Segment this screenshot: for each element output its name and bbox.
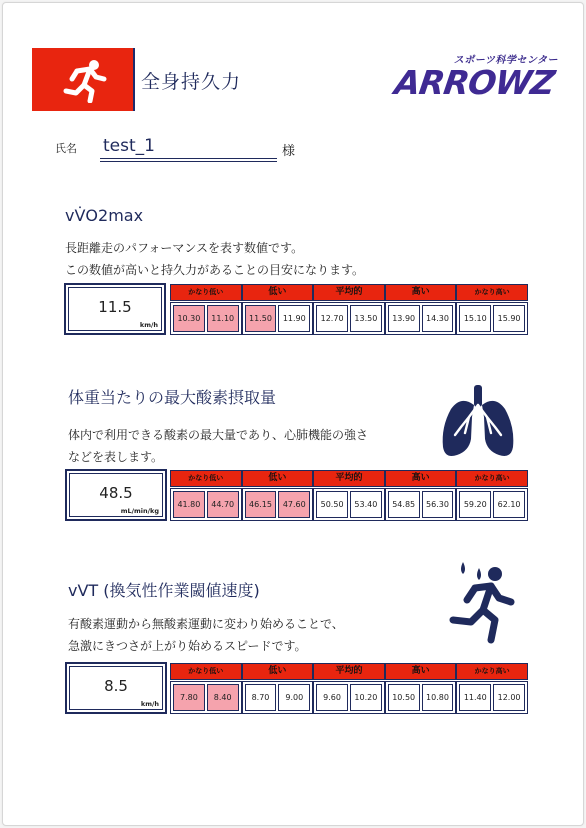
grade-value-cell: 9.00 <box>278 684 310 711</box>
header-icon-box <box>32 48 135 111</box>
report-page <box>2 2 584 826</box>
grade-value-pair <box>385 488 457 521</box>
grade-label: 高い <box>385 470 457 487</box>
section-title-vo2max: 体重当たりの最大酸素摂取量 <box>68 388 277 407</box>
result-value: 48.5 <box>99 484 133 502</box>
grade-value-cell: 46.15 <box>245 491 277 518</box>
grade-label: 低い <box>242 470 314 487</box>
logo-subtitle: スポーツ科学センター <box>453 55 558 66</box>
grade-value-cell: 13.50 <box>350 305 382 332</box>
grade-value-cell: 54.85 <box>388 491 420 518</box>
grade-value-pair <box>313 302 385 335</box>
grade-label: 低い <box>242 663 314 680</box>
grade-value-cell: 13.90 <box>388 305 420 332</box>
sweating-runner-icon <box>443 558 523 650</box>
grade-value-pair <box>170 681 242 714</box>
grade-value-cell: 50.50 <box>316 491 348 518</box>
grade-table-vvt <box>170 663 528 714</box>
section-description-vvt <box>68 613 344 657</box>
description-line: 有酸素運動から無酸素運動に変わり始めることで、 <box>68 617 344 631</box>
grade-value-pair <box>385 302 457 335</box>
grade-value-cell: 11.40 <box>459 684 491 711</box>
description-line: などを表します。 <box>68 450 164 464</box>
grade-value-cell: 47.60 <box>278 491 310 518</box>
result-value: 8.5 <box>104 677 128 695</box>
result-box-vvt <box>65 662 167 714</box>
lungs-icon <box>439 383 517 463</box>
grade-value-cell: 59.20 <box>459 491 491 518</box>
grade-table-vo2max <box>170 470 528 521</box>
grade-value-cell: 41.80 <box>173 491 205 518</box>
grade-header-row <box>170 284 528 301</box>
grade-label: 高い <box>385 284 457 301</box>
grade-label: かなり低い <box>170 663 242 680</box>
grade-value-row <box>170 302 528 335</box>
name-value: test_1 <box>103 136 155 156</box>
grade-value-cell: 9.60 <box>316 684 348 711</box>
section-description-vvo2max <box>65 237 364 281</box>
grade-value-cell: 11.10 <box>207 305 239 332</box>
description-line: 長距離走のパフォーマンスを表す数値です。 <box>65 241 304 255</box>
grade-header-row <box>170 470 528 487</box>
grade-label: 高い <box>385 663 457 680</box>
section-description-vo2max <box>68 424 368 468</box>
grade-value-pair <box>170 302 242 335</box>
grade-value-cell: 15.90 <box>493 305 525 332</box>
grade-value-row <box>170 488 528 521</box>
result-box-vvo2max <box>64 283 166 335</box>
grade-value-cell: 12.70 <box>316 305 348 332</box>
page-title: 全身持久力 <box>141 71 242 93</box>
grade-value-cell: 10.50 <box>388 684 420 711</box>
grade-label: かなり低い <box>170 470 242 487</box>
grade-value-pair <box>313 488 385 521</box>
description-line: 急激にきつさが上がり始めるスピードです。 <box>68 639 307 653</box>
grade-label: かなり高い <box>456 470 528 487</box>
description-line: この数値が高いと持久力があることの目安になります。 <box>65 263 365 277</box>
grade-value-pair <box>242 488 314 521</box>
name-underline <box>100 158 277 162</box>
grade-label: 低い <box>242 284 314 301</box>
result-unit: mL/min/kg <box>120 507 159 515</box>
grade-label: 平均的 <box>313 663 385 680</box>
running-person-icon <box>52 57 114 103</box>
grade-label: かなり低い <box>170 284 242 301</box>
result-unit: km/h <box>139 321 158 329</box>
grade-value-cell: 8.70 <box>245 684 277 711</box>
grade-value-cell: 14.30 <box>422 305 454 332</box>
logo-text: ARROWZ <box>392 63 557 102</box>
result-box-vo2max <box>65 469 167 521</box>
grade-value-cell: 7.80 <box>173 684 205 711</box>
grade-table-vvo2max <box>170 284 528 335</box>
grade-value-pair <box>456 488 528 521</box>
grade-value-cell: 53.40 <box>350 491 382 518</box>
arrowz-logo <box>392 51 560 103</box>
result-value: 11.5 <box>98 298 132 316</box>
grade-value-cell: 44.70 <box>207 491 239 518</box>
section-title-vvo2max: vV̇O2max <box>65 206 144 225</box>
grade-value-row <box>170 681 528 714</box>
grade-value-cell: 62.10 <box>493 491 525 518</box>
grade-value-cell: 11.90 <box>278 305 310 332</box>
description-line: 体内で利用できる酸素の最大量であり、心肺機能の強さ <box>68 428 369 442</box>
grade-header-row <box>170 663 528 680</box>
grade-value-cell: 15.10 <box>459 305 491 332</box>
name-suffix: 様 <box>282 144 296 159</box>
grade-value-pair <box>170 488 242 521</box>
result-unit: km/h <box>140 700 159 708</box>
grade-value-pair <box>456 302 528 335</box>
name-label: 氏名 <box>55 142 77 155</box>
grade-value-pair <box>385 681 457 714</box>
grade-value-cell: 10.30 <box>173 305 205 332</box>
grade-value-cell: 10.20 <box>350 684 382 711</box>
grade-value-pair <box>242 681 314 714</box>
grade-value-pair <box>313 681 385 714</box>
grade-label: かなり高い <box>456 663 528 680</box>
grade-value-cell: 56.30 <box>422 491 454 518</box>
section-title-vvt: vVT (換気性作業閾値速度) <box>68 581 260 600</box>
grade-value-cell: 8.40 <box>207 684 239 711</box>
grade-value-cell: 10.80 <box>422 684 454 711</box>
grade-value-cell: 11.50 <box>245 305 277 332</box>
grade-label: かなり高い <box>456 284 528 301</box>
grade-value-pair <box>242 302 314 335</box>
grade-label: 平均的 <box>313 284 385 301</box>
grade-value-pair <box>456 681 528 714</box>
grade-label: 平均的 <box>313 470 385 487</box>
grade-value-cell: 12.00 <box>493 684 525 711</box>
